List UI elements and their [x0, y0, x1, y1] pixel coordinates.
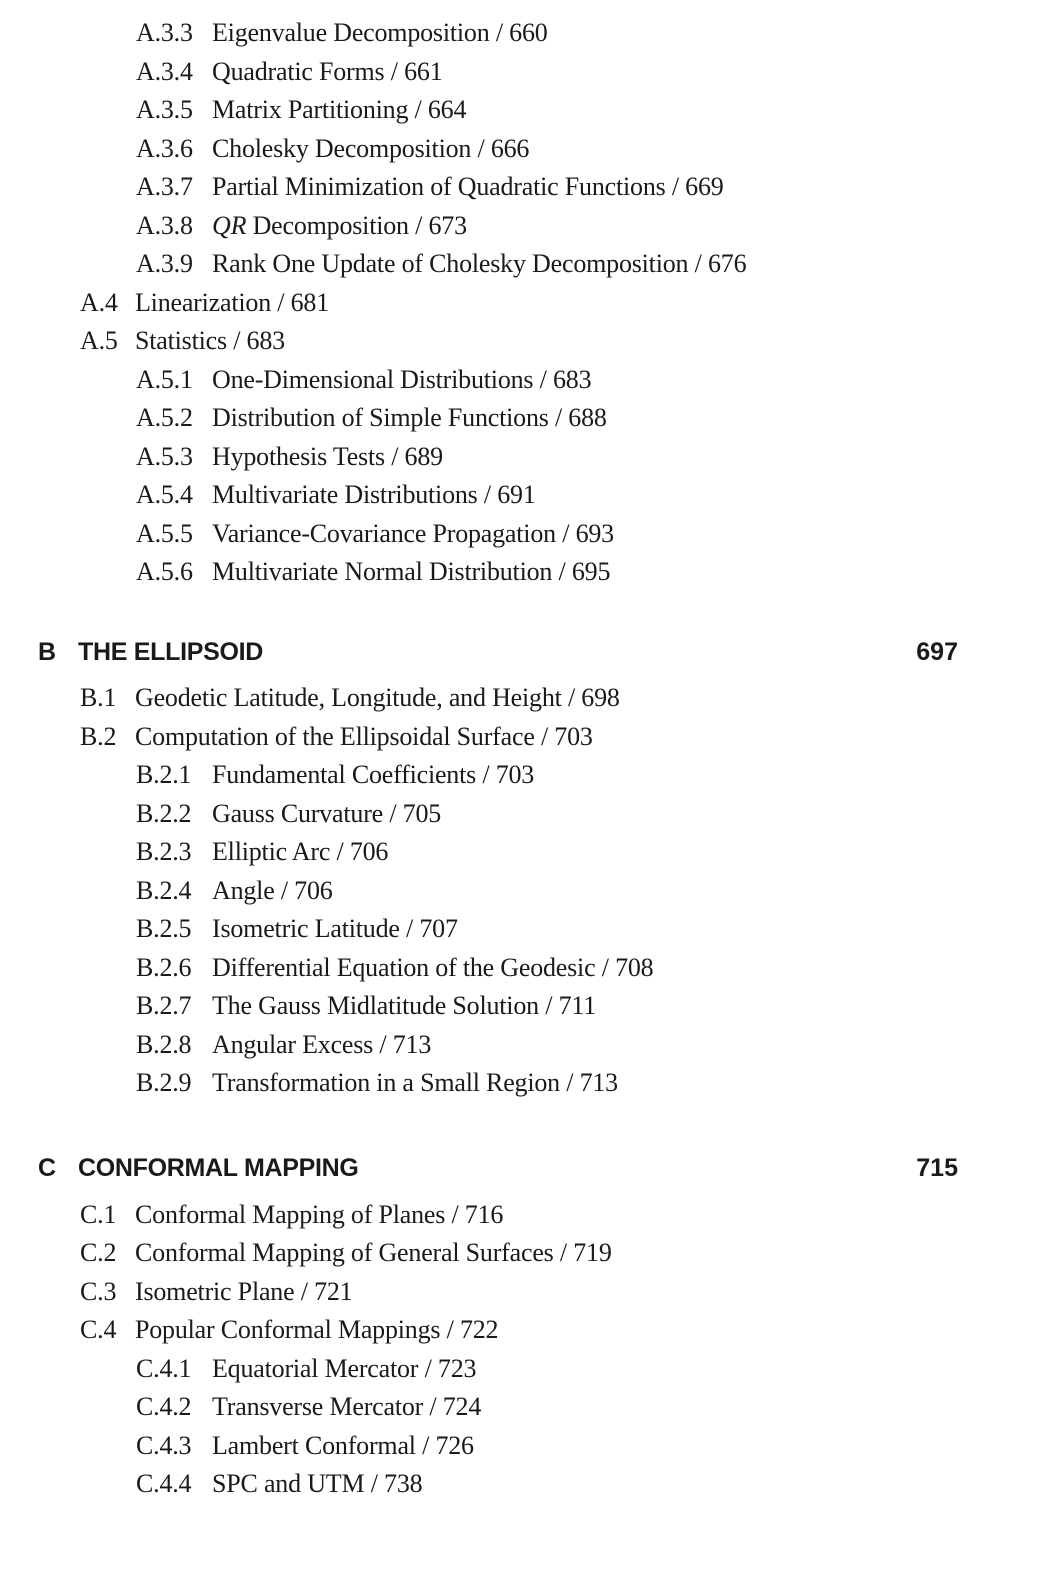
entry-page: 722 — [459, 1315, 499, 1344]
entry-page: 683 — [246, 326, 285, 355]
entry-page: 713 — [579, 1068, 618, 1097]
entry-title-italic: QR — [212, 211, 247, 240]
entry-number: B.2.1 — [136, 760, 192, 789]
entry-page: 738 — [384, 1469, 423, 1498]
entry-number: A.3.4 — [136, 57, 193, 86]
entry-title: Linearization — [135, 288, 271, 317]
entry-page: 664 — [427, 95, 467, 124]
entry-number: A.5.6 — [136, 557, 193, 586]
entry-title: Conformal Mapping of Planes — [135, 1200, 446, 1229]
toc-page: A.3.3 Eigenvalue Decomposition / 660 A.3.4 Quadratic Forms / 661 A.3.5 Matrix Partitioning / 664 A.3.6 Cholesky Decomposition / 666 A.3.7 Partial Minimization of Quadratic Functions / 669 A.3.8 QR Decomposition / 673 A.3.9 Rank One Update of Cholesky Decomposition / 676 A.4 Linearization / 681 A.5 Statistics / 683 A.5.1 One-Dimensional Distributions / 683 A.5.2 Distribution of Simple Functions / 688 A.5.3 Hypothesis Tests / 689 A.5.4 Multivariate Distributions / 691 A.5.5 Variance-Covariance Propagation / 693 A.5.6 Multivariate Normal Distribution / 695 B THE ELLIPSOID 697 B.1 Geodetic Latitude, Longitude, and Height / 698 B.2 Computation of the Ellipsoidal Surface / 703 B.2.1 Fundamental Coefficients / 703 B.2.2 Gauss Curvature / 705 B.2.3 Elliptic Arc / 706 B.2.4 Angle / 706 B.2.5 Isometric Latitude / 707 B.2.6 Differential Equation of the Geodesic / 708 B.2.7 The Gauss Midlatitude Solution / 711 B.2.8 Angular Excess / 713 B.2.9 Transformation in a Small Region / 713 C CONFORMAL MAPPING 715 C.1 Conformal Mapping of Planes / 716 C.2 Conformal Mapping of General Surfaces / 719 C.3 Isometric Plane / 721 C.4 Popular Conformal Mappings / 722 C.4.1 Equatorial Mercator / 723 C.4.2 Transverse Mercator / 724 C.4.3 Lambert Conformal / 726 C.4.4 SPC and UTM / 738 — [38, 18, 958, 1498]
entry-title: Statistics — [135, 326, 227, 355]
entry-page: 703 — [554, 722, 593, 751]
entry-title: Computation of the Ellipsoidal Surface — [135, 722, 535, 751]
entry-number: A.5.1 — [136, 365, 193, 394]
entry-title: Angular Excess — [212, 1030, 374, 1059]
entry-title: Conformal Mapping of General Surfaces — [135, 1238, 554, 1267]
entry-page: 706 — [294, 876, 333, 905]
entry-number: C.4.1 — [136, 1354, 192, 1383]
entry-number: B.2.2 — [136, 799, 192, 828]
entry-title: Isometric Plane — [135, 1277, 295, 1306]
entry-number: A.5.4 — [136, 480, 193, 509]
entry-number: A.3.5 — [136, 95, 193, 124]
entry-page: 689 — [404, 442, 443, 471]
entry-number: C.4.2 — [136, 1392, 192, 1421]
entry-number: A.3.7 — [136, 172, 193, 201]
entry-page: 705 — [402, 799, 442, 828]
chapter-page: 715 — [916, 1154, 958, 1182]
entry-number: B.2.6 — [136, 953, 192, 982]
entry-title: Geodetic Latitude, Longitude, and Height — [135, 683, 562, 712]
entry-title: Isometric Latitude — [212, 914, 400, 943]
entry-title: The Gauss Midlatitude Solution — [212, 991, 539, 1020]
entry-number: B.2.3 — [136, 837, 192, 866]
entry-page: 693 — [575, 519, 614, 548]
entry-title: One-Dimensional Distributions — [212, 365, 534, 394]
entry-number: A.3.9 — [136, 249, 193, 278]
entry-title: SPC and UTM — [212, 1469, 365, 1498]
entry-page: 716 — [464, 1200, 504, 1229]
entry-number: A.3.3 — [136, 18, 193, 47]
entry-title: Transverse Mercator — [212, 1392, 424, 1421]
chapter-page: 697 — [916, 638, 958, 666]
entry-number: B.2.9 — [136, 1068, 192, 1097]
entry-title: Fundamental Coefficients — [212, 760, 477, 789]
entry-number: A.4 — [80, 288, 118, 317]
entry-page: 703 — [495, 760, 535, 789]
entry-page: 698 — [581, 683, 620, 712]
entry-page: 726 — [435, 1431, 474, 1460]
entry-title: Cholesky Decomposition — [212, 134, 472, 163]
entry-page: 723 — [437, 1354, 477, 1383]
entry-number: C.1 — [80, 1200, 117, 1229]
entry-title: Distribution of Simple Functions — [212, 403, 549, 432]
entry-title: Elliptic Arc — [212, 837, 331, 866]
entry-title: Differential Equation of the Geodesic — [212, 953, 596, 982]
entry-title: Variance-Covariance Propagation — [212, 519, 556, 548]
entry-title: Rank One Update of Cholesky Decomposition — [212, 249, 689, 278]
entry-title: Angle — [212, 876, 275, 905]
entry-number: B.2.4 — [136, 876, 192, 905]
entry-page: 713 — [392, 1030, 432, 1059]
entry-title: Decomposition — [252, 211, 409, 240]
chapter-letter: B — [38, 638, 57, 666]
entry-page: 666 — [490, 134, 530, 163]
entry-number: C.4.4 — [136, 1469, 192, 1498]
chapter-title: THE ELLIPSOID — [78, 638, 264, 666]
entry-number: A.3.8 — [136, 211, 193, 240]
entry-title: Lambert Conformal — [212, 1431, 416, 1460]
chapter-title: CONFORMAL MAPPING — [78, 1154, 359, 1182]
entry-number: A.5.3 — [136, 442, 193, 471]
entry-number: C.3 — [80, 1277, 117, 1306]
entry-page: 691 — [497, 480, 536, 509]
entry-page: 708 — [615, 953, 654, 982]
entry-title: Popular Conformal Mappings — [135, 1315, 441, 1344]
entry-number: A.5.5 — [136, 519, 193, 548]
entry-number: C.4 — [80, 1315, 117, 1344]
entry-title: Hypothesis Tests — [212, 442, 385, 471]
entry-title: Quadratic Forms — [212, 57, 385, 86]
entry-page: 660 — [509, 18, 548, 47]
entry-title: Multivariate Distributions — [212, 480, 478, 509]
entry-title: Partial Minimization of Quadratic Functions — [212, 172, 666, 201]
chapter-letter: C — [38, 1154, 57, 1182]
entry-number: B.2.7 — [136, 991, 192, 1020]
entry-page: 724 — [442, 1392, 482, 1421]
entry-number: B.2.8 — [136, 1030, 192, 1059]
entry-title: Eigenvalue Decomposition — [212, 18, 490, 47]
entry-title: Multivariate Normal Distribution — [212, 557, 553, 586]
entry-number: B.2 — [80, 722, 117, 751]
entry-title: Transformation in a Small Region — [212, 1068, 560, 1097]
entry-page: 683 — [552, 365, 592, 394]
entry-title: Gauss Curvature — [212, 799, 384, 828]
entry-number: C.4.3 — [136, 1431, 192, 1460]
entry-title: Matrix Partitioning — [212, 95, 409, 124]
entry-page: 707 — [419, 914, 458, 943]
entry-page: 721 — [314, 1277, 353, 1306]
entry-page: 719 — [573, 1238, 612, 1267]
entry-number: A.5.2 — [136, 403, 193, 432]
entry-number: B.2.5 — [136, 914, 192, 943]
entry-number: A.5 — [80, 326, 118, 355]
entry-number: B.1 — [80, 683, 117, 712]
entry-page: 695 — [571, 557, 611, 586]
entry-page: 711 — [558, 991, 596, 1020]
entry-page: 688 — [568, 403, 607, 432]
entry-page: 661 — [404, 57, 443, 86]
entry-page: 706 — [349, 837, 389, 866]
entry-page: 673 — [428, 211, 467, 240]
entry-page: 669 — [685, 172, 724, 201]
entry-number: C.2 — [80, 1238, 117, 1267]
entry-title: Equatorial Mercator — [212, 1354, 419, 1383]
entry-page: 676 — [707, 249, 747, 278]
entry-number: A.3.6 — [136, 134, 193, 163]
entry-page: 681 — [290, 288, 330, 317]
